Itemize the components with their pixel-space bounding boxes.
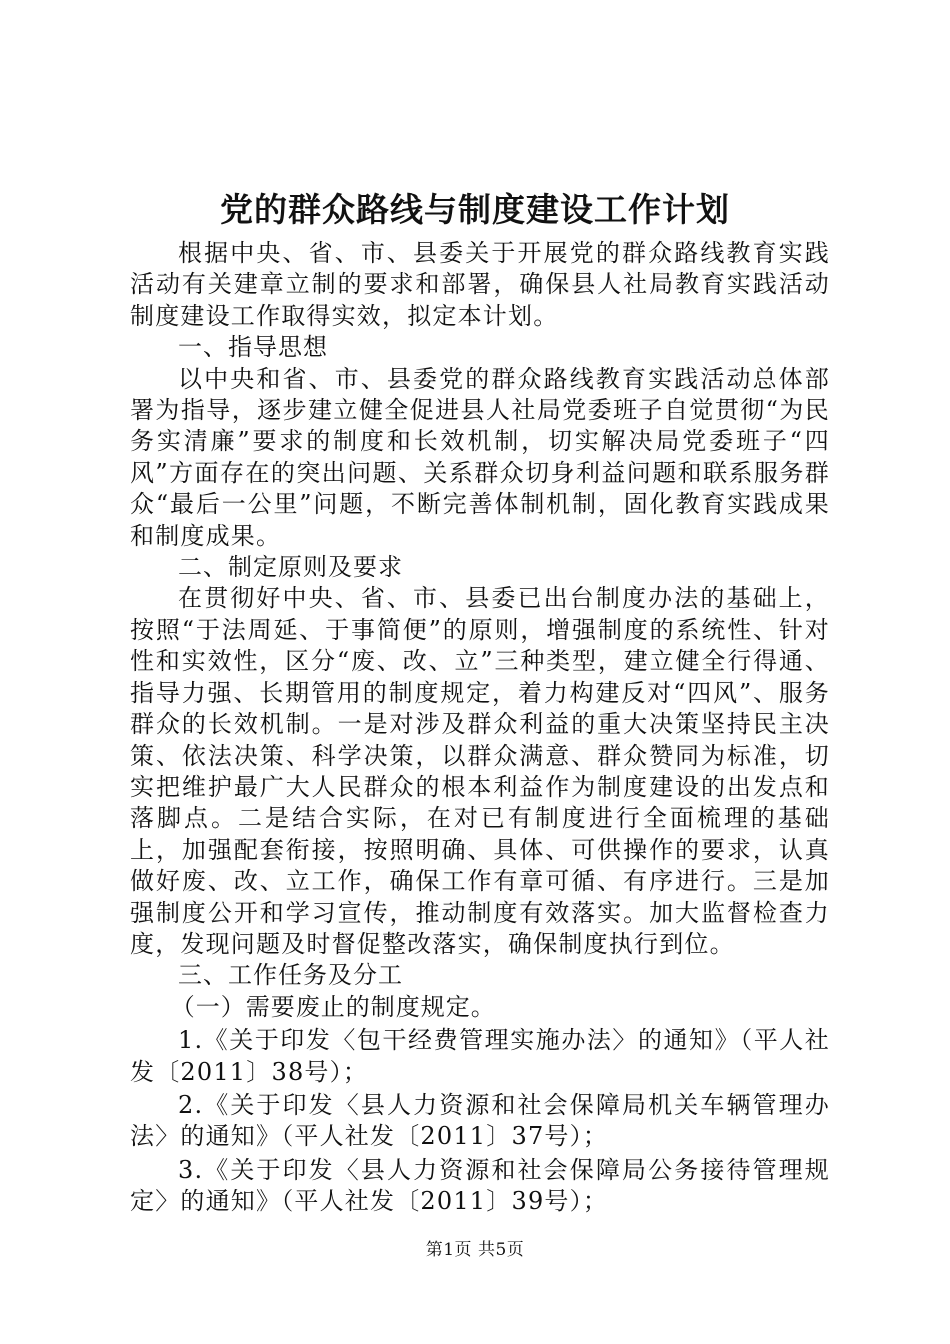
section-body-1: 以中央和省、市、县委党的群众路线教育实践活动总体部署为指导，逐步建立健全促进县人社局党委班子自觉贯彻“为民务实清廉”要求的制度和长效机制，切实解决局党委班子“四风”方面存在的突出问题、关系群众切身利益问题和联系服务群众“最后一公里”问题，不断完善体制机制，固化教育实践成果和制度成果。 <box>130 364 830 550</box>
document-title: 党的群众路线与制度建设工作计划 <box>220 190 730 229</box>
intro-paragraph: 根据中央、省、市、县委关于开展党的群众路线教育实践活动有关建章立制的要求和部署，确保县人社局教育实践活动制度建设工作取得实效，拟定本计划。 <box>130 239 830 330</box>
list-item: 3.《关于印发〈县人力资源和社会保障局公务接待管理规定〉的通知》（平人社发〔2011〕39号）； <box>130 1155 830 1216</box>
list-item: 1.《关于印发〈包干经费管理实施办法〉的通知》（平人社发〔2011〕38号）； <box>130 1026 830 1086</box>
section-body-2: 在贯彻好中央、省、市、县委已出台制度办法的基础上，按照“于法周延、于事简便”的原则，增强制度的系统性、针对性和实效性，区分“废、改、立”三种类型，建立健全行得通、指导力强、长期管用的制度规定，着力构建反对“四风”、服务群众的长效机制。一是对涉及群众利益的重大决策坚持民主决策、依法决策、科学决策，以群众满意、群众赞同为标准，切实把维护最广大人民群众的根本利益作为制度建设的出发点和落脚点。二是结合实际，在对已有制度进行全面梳理的基础上，加强配套衔接，按照明确、具体、可供操作的要求，认真做好废、改、立工作，确保工作有章可循、有序进行。三是加强制度公开和学习宣传，推动制度有效落实。加大监督检查力度，发现问题及时督促整改落实，确保制度执行到位。 <box>130 584 830 958</box>
list-item: 2.《关于印发〈县人力资源和社会保障局机关车辆管理办法〉的通知》（平人社发〔2011〕37号）； <box>130 1090 830 1151</box>
document-body <box>130 238 830 1218</box>
subsection-heading: （一）需要废止的制度规定。 <box>170 992 496 1021</box>
page-footer: 第1页 共5页 <box>425 1240 525 1260</box>
section-heading-2: 二、制定原则及要求 <box>178 553 403 582</box>
section-heading-1: 一、指导思想 <box>178 333 328 362</box>
section-heading-3: 三、工作任务及分工 <box>178 961 403 990</box>
